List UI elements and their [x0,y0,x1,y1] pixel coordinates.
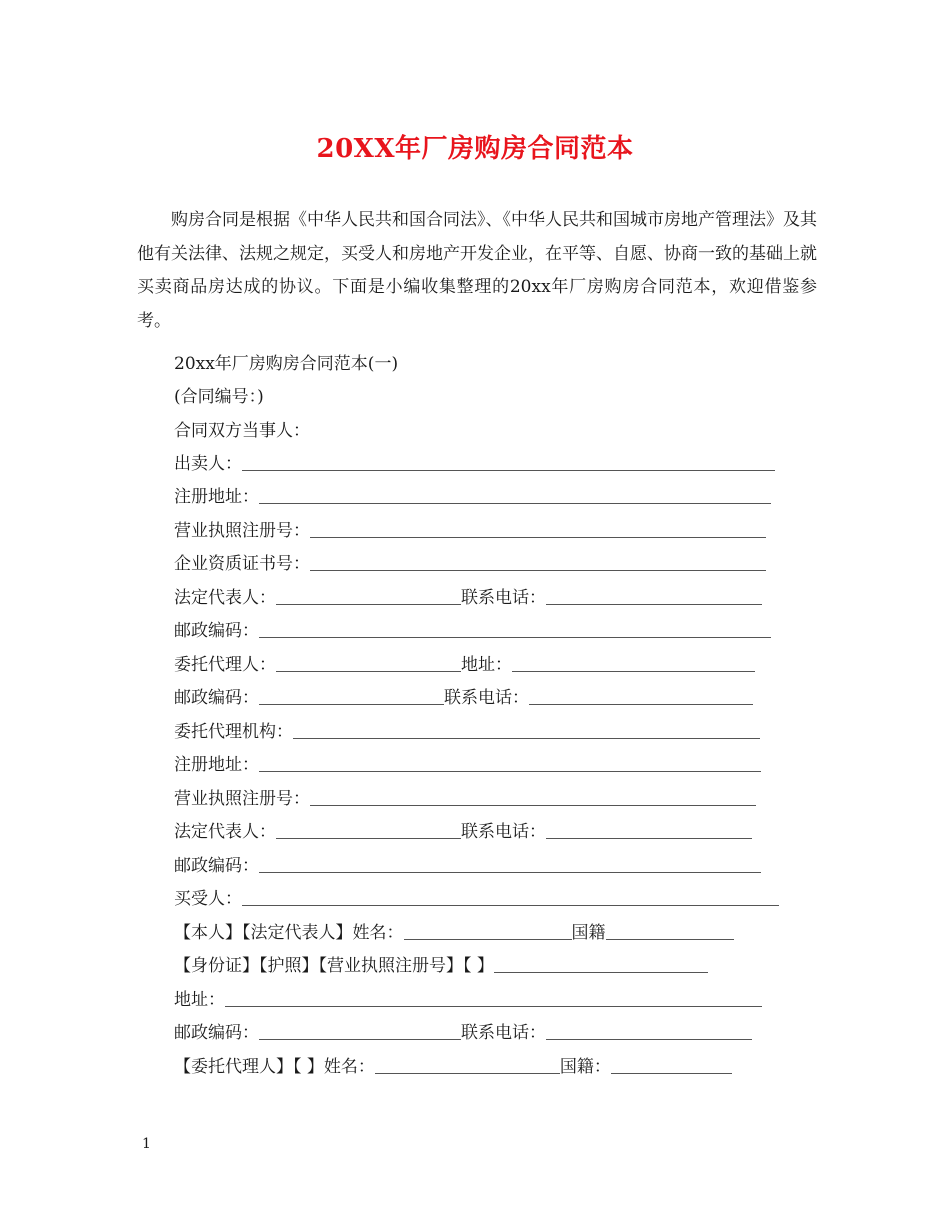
seller-license-label: 营业执照注册号： [174,521,310,541]
form-line-buyer-agent [174,1051,732,1077]
seller-qualification-label: 企业资质证书号： [174,554,310,574]
form-line-agency-license [174,783,756,809]
seller-representative-label: 法定代表人： [174,588,276,608]
seller-postcode-label: 邮政编码： [174,621,259,641]
seller-agent-blank[interactable] [276,655,461,672]
buyer-name-blank[interactable] [404,923,572,940]
seller-agent-postcode-blank[interactable] [259,688,444,705]
form-line-buyer-postcode [174,1017,752,1043]
agency-label: 委托代理机构： [174,722,293,742]
contract-heading: 20xx年厂房购房合同范本(一) [174,354,399,374]
buyer-postcode-blank[interactable] [259,1023,461,1040]
seller-agent-phone-label: 联系电话： [444,688,529,708]
agency-address-label: 注册地址： [174,755,259,775]
form-line-seller-license [174,515,766,541]
seller-phone-blank[interactable] [546,588,762,605]
seller-agent-address-blank[interactable] [512,655,755,672]
page-title: 20XX年厂房购房合同范本 [316,134,634,164]
form-line-seller-agent [174,649,755,675]
agency-phone-label: 联系电话： [461,822,546,842]
form-line-seller [174,448,775,474]
buyer-id-label: 【身份证】【护照】【营业执照注册号】【 】 [174,956,494,976]
form-line-parties [174,415,310,441]
buyer-blank[interactable] [242,889,779,906]
form-line-agency [174,716,760,742]
buyer-phone-label: 联系电话： [461,1023,546,1043]
parties-label: 合同双方当事人： [174,421,310,441]
seller-agent-postcode-label: 邮政编码： [174,688,259,708]
buyer-address-label: 地址： [174,990,225,1010]
agency-representative-label: 法定代表人： [174,822,276,842]
form-line-heading [174,348,398,374]
seller-phone-label: 联系电话： [461,588,546,608]
form-line-buyer-id [174,950,708,976]
seller-qualification-blank[interactable] [310,554,766,571]
agency-blank[interactable] [293,722,760,739]
seller-label: 出卖人： [174,454,242,474]
form-line-agency-representative [174,816,752,842]
form-line-seller-postcode [174,615,771,641]
buyer-agent-label: 【委托代理人】【 】姓名： [174,1057,375,1077]
agency-address-blank[interactable] [259,755,761,772]
page-number: 1 [142,1136,151,1152]
agency-phone-blank[interactable] [546,822,752,839]
form-line-buyer-address [174,984,762,1010]
contract-number-label: (合同编号：) [174,387,264,407]
buyer-label: 买受人： [174,889,242,909]
agency-license-label: 营业执照注册号： [174,789,310,809]
buyer-name-label: 【本人】【法定代表人】姓名： [174,923,404,943]
seller-agent-label: 委托代理人： [174,655,276,675]
agency-license-blank[interactable] [310,789,756,806]
buyer-agent-blank[interactable] [375,1057,560,1074]
seller-representative-blank[interactable] [276,588,461,605]
buyer-agent-nationality-blank[interactable] [611,1057,732,1074]
buyer-nationality-label: 国籍 [571,923,606,943]
buyer-postcode-label: 邮政编码： [174,1023,259,1043]
agency-postcode-blank[interactable] [259,856,761,873]
form-line-buyer [174,883,779,909]
seller-postcode-blank[interactable] [259,621,771,638]
form-line-agency-address [174,749,761,775]
agency-representative-blank[interactable] [276,822,461,839]
form-line-buyer-name [174,917,734,943]
buyer-address-blank[interactable] [225,990,762,1007]
form-line-agency-postcode [174,850,761,876]
form-line-seller-qualification [174,548,766,574]
buyer-phone-blank[interactable] [546,1023,752,1040]
agency-postcode-label: 邮政编码： [174,856,259,876]
form-line-seller-address [174,481,771,507]
seller-address-blank[interactable] [259,487,771,504]
form-line-seller-representative [174,582,762,608]
seller-agent-phone-blank[interactable] [529,688,753,705]
seller-agent-address-label: 地址： [461,655,512,675]
form-line-contract-number [174,381,264,407]
intro-paragraph: 购房合同是根据《中华人民共和国合同法》、《中华人民共和国城市房地产管理法》及其他有关法律、法规之规定，买受人和房地产开发企业，在平等、自愿、协商一致的基础上就买卖商品房达成的协议。下面是小编收集整理的20xx年厂房购房合同范本，欢迎借鉴参考。 [137,210,817,331]
seller-address-label: 注册地址： [174,487,259,507]
form-line-seller-agent-postcode [174,682,753,708]
buyer-nationality-blank[interactable] [606,923,734,940]
seller-blank[interactable] [242,454,775,471]
buyer-id-blank[interactable] [494,956,708,973]
seller-license-blank[interactable] [310,521,766,538]
buyer-agent-nationality-label: 国籍： [559,1057,611,1077]
